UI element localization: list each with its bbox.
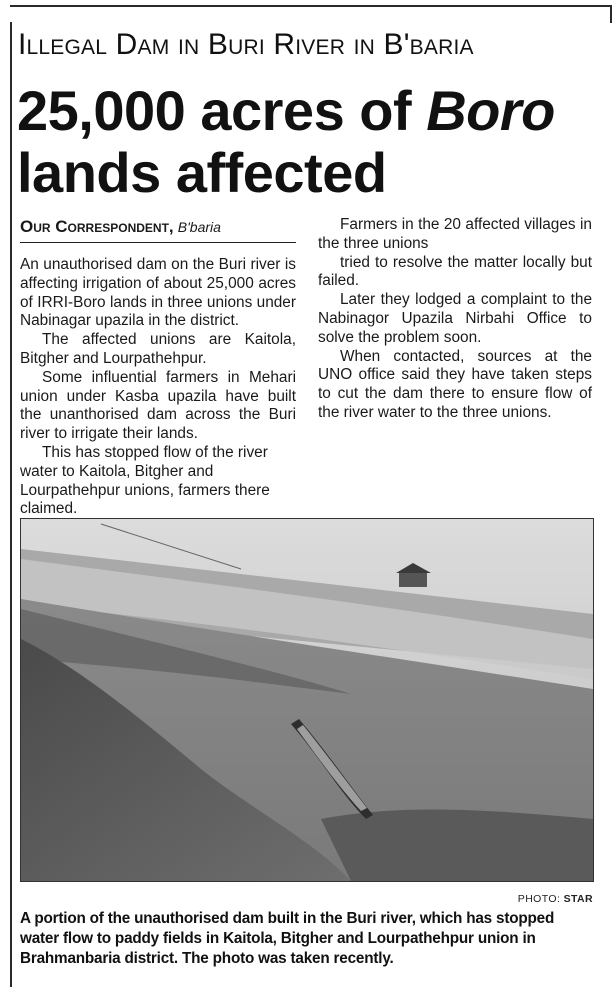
- photo-credit-label: PHOTO:: [517, 893, 561, 905]
- left-border-rule: [10, 22, 12, 987]
- top-border-rule: [10, 5, 612, 7]
- kicker-headline: Illegal Dam in Buri River in B'baria: [18, 28, 474, 61]
- article-column-right: [318, 216, 592, 423]
- byline-name: Our Correspondent,: [20, 217, 174, 236]
- paragraph-7: Later they lodged a complaint to the Nabinagor Upazila Nirbahi Office to solve the problem soon.: [318, 291, 592, 346]
- paragraph-8: When contacted, sources at the UNO office said they have taken steps to cut the dam there to ensure flow of the river water to the three unions.: [318, 347, 592, 421]
- hut: [399, 571, 427, 587]
- paragraph-1: An unauthorised dam on the Buri river is affecting irrigation of about 25,000 acres of IRRI-Boro lands in three unions under Nabinagar upazila in the district.: [20, 256, 296, 330]
- headline-italic-word: Boro: [426, 79, 555, 142]
- foreground-mud: [321, 810, 593, 881]
- byline: [20, 216, 296, 243]
- photo-caption: [20, 909, 595, 969]
- paragraph-2: The affected unions are Kaitola, Bitgher and Lourpathehpur.: [20, 331, 296, 367]
- paragraph-6: tried to resolve the matter locally but failed.: [318, 253, 592, 290]
- byline-place: B'baria: [177, 219, 221, 235]
- photo-credit: [518, 893, 593, 905]
- river-dam-photo-illustration: [21, 519, 593, 881]
- news-photo: [20, 518, 594, 882]
- caption-line-3: Brahmanbaria district. The photo was taken recently.: [20, 950, 394, 967]
- caption-line-1: A portion of the unauthorised dam built in the Buri river, which has stopped: [20, 910, 555, 927]
- paragraph-5: Farmers in the 20 affected villages in the three unions: [318, 216, 592, 252]
- photo-credit-source: STAR: [563, 893, 593, 905]
- paragraph-3: Some influential farmers in Mehari union under Kasba upazila have built the unanthorised dam across the Buri river to irrigate their lands.: [20, 368, 296, 443]
- headline-prefix: 25,000 acres of: [17, 79, 427, 142]
- headline-line-1: [17, 80, 607, 142]
- article-column-left: [20, 256, 296, 519]
- paragraph-4: This has stopped flow of the river water to Kaitola, Bitgher and Lourpathehpur unions, farmers there claimed.: [20, 443, 270, 518]
- main-headline: [17, 80, 607, 204]
- caption-line-2: water flow to paddy fields in Kaitola, Bitgher and Lourpathehpur union in: [20, 930, 536, 947]
- right-border-rule: [610, 5, 612, 23]
- headline-line-2: lands affected: [17, 141, 387, 204]
